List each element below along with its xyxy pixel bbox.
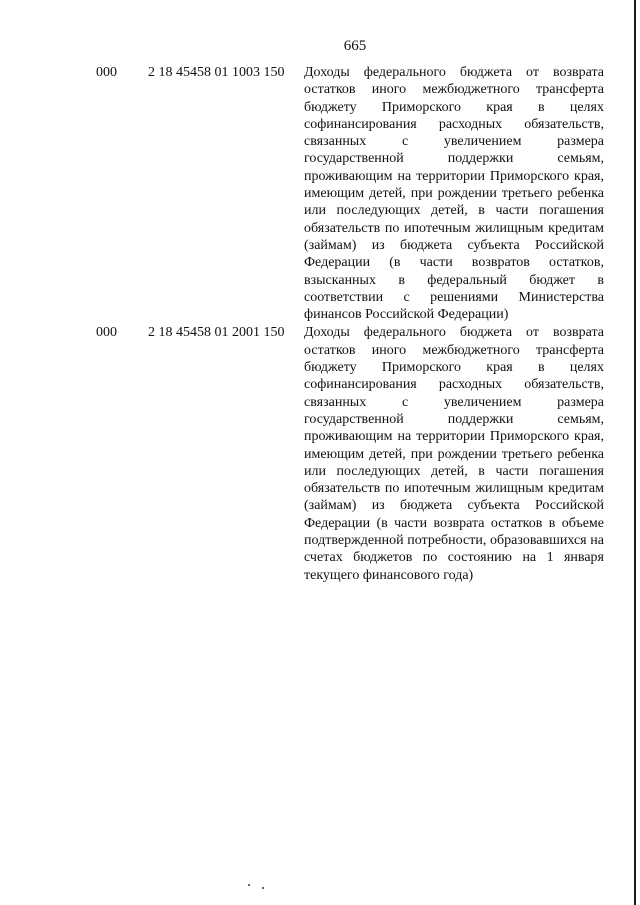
income-description: Доходы федерального бюджета от возврата остатков иного межбюджетного трансферта бюджету Приморского края в целях софинансирования расходных обязательств, связанных с увеличением размера государственной поддержки семьям, проживающим на территории Приморского края, имеющим детей, при рождении третьего ребенка или последующих детей, в части погашения обязательств по ипотечным жилищным кредитам (займам) из бюджета субъекта Российской Федерации (в части возвратов остатков, взысканных в федеральный бюджет в соответствии с решениями Министерства финансов Российской Федерации) [304,65,604,323]
admin-code: 000 [96,325,117,341]
income-description: Доходы федерального бюджета от возврата остатков иного межбюджетного трансферта бюджету Приморского края в целях софинансирования расходных обязательств, связанных с увеличением размера государственной поддержки семьям, проживающим на территории Приморского края, имеющим детей, при рождении третьего ребенка или последующих детей, в части погашения обязательств по ипотечным жилищным кредитам (займам) из бюджета субъекта Российской Федерации (в части возврата остатков в объеме подтвержденной потребности, образовавшихся на счетах бюджетов по состоянию на 1 января текущего финансового года) [304,325,604,583]
table-row [96,324,616,583]
admin-code: 000 [96,65,117,80]
scan-speck [262,887,264,889]
classification-code: 2 18 45458 01 1003 150 [148,65,285,80]
scan-edge-line [634,0,636,905]
page-number: 665 [343,38,367,54]
classification-table [96,64,616,584]
classification-code: 2 18 45458 01 2001 150 [148,325,285,341]
scan-speck [248,884,250,886]
table-row [96,64,616,323]
